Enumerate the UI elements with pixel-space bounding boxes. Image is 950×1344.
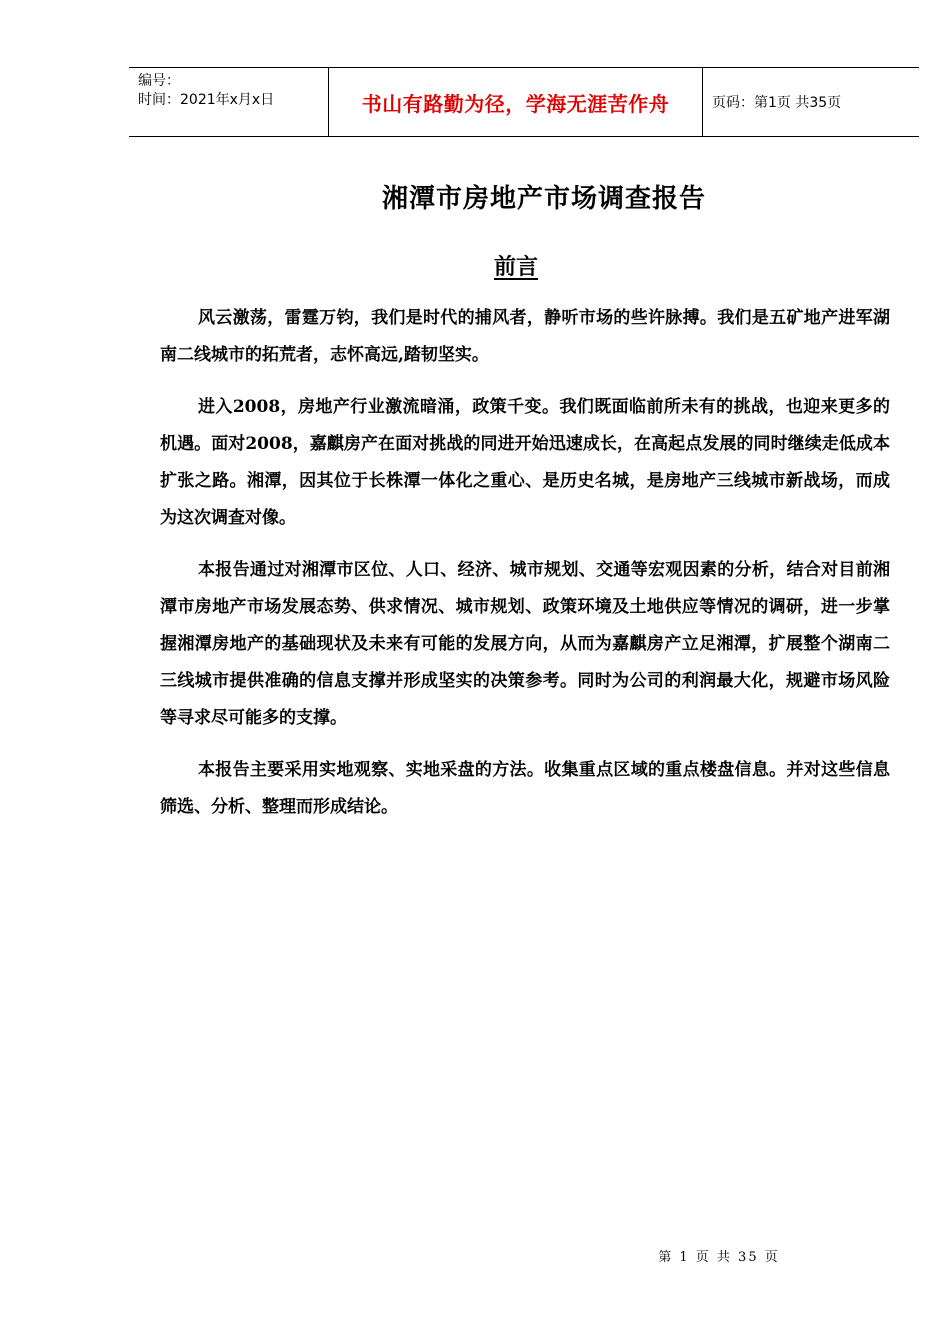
header-page-info-cell (703, 68, 919, 136)
body-paragraph: 本报告主要采用实地观察、实地采盘的方法。收集重点区域的重点楼盘信息。并对这些信息筛选、分析、整理而形成结论。 (160, 760, 890, 817)
body-paragraph: 进入2008，房地产行业激流暗涌，政策千变。我们既面临前所未有的挑战，也迎来更多的机遇。面对2008，嘉麒房产在面对挑战的同进开始迅速成长，在高起点发展的同时继续走低成本扩张之路。湘潭，因其位于长株潭一体化之重心、是历史名城，是房地产三线城市新战场，而成为这次调查对像。 (160, 397, 890, 528)
header-meta (129, 68, 329, 136)
header-motto-cell (329, 68, 703, 136)
page-footer: 第 1 页 共 35 页 (658, 1250, 780, 1265)
document-title: 湘潭市房地产市场调查报告 (381, 184, 706, 214)
body-paragraph: 本报告通过对湘潭市区位、人口、经济、城市规划、交通等宏观因素的分析，结合对目前湘潭市房地产市场发展态势、供求情况、城市规划、政策环境及土地供应等情况的调研，进一步掌握湘潭房地产的基础现状及未来有可能的发展方向，从而为嘉麒房产立足湘潭，扩展整个湖南二三线城市提供准确的信息支撑并形成坚实的决策参考。同时为公司的利润最大化，规避市场风险等寻求尽可能多的支撑。 (160, 560, 890, 728)
document-date: 时间：2021年x月x日 (138, 92, 275, 108)
section-heading (0, 250, 950, 281)
section-heading-text: 前言 (493, 254, 538, 280)
document-number-label: 编号： (138, 73, 180, 89)
body-paragraph: 风云激荡，雷霆万钧，我们是时代的捕风者，静听市场的些许脉搏。我们是五矿地产进军湖南二线城市的拓荒者，志怀高远,踏韧坚实。 (160, 308, 890, 365)
header-page-info: 页码：第1页 共35页 (712, 95, 842, 111)
document-body (160, 300, 890, 841)
page-header (129, 67, 919, 137)
header-motto: 书山有路勤为径，学海无涯苦作舟 (361, 91, 670, 116)
